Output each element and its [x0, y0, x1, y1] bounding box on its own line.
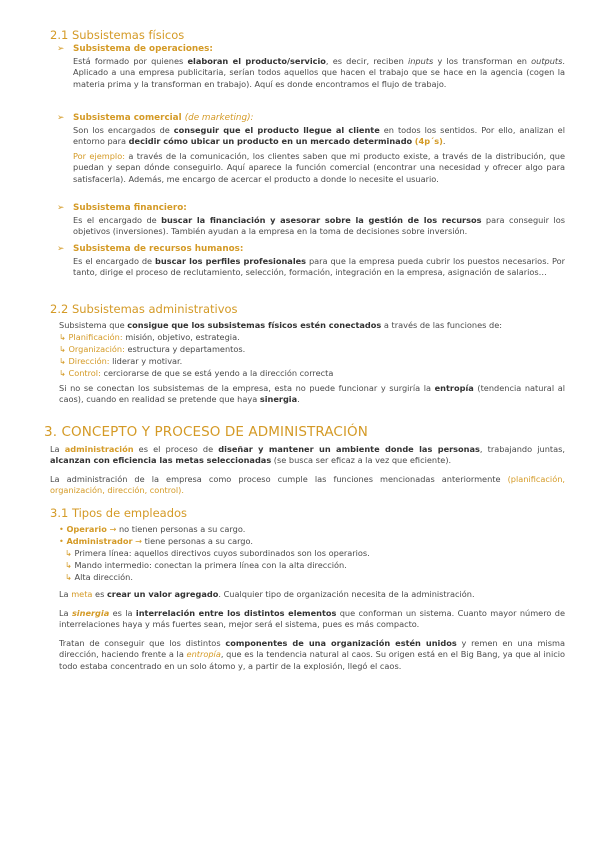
subsystem-label: Subsistema de operaciones:: [73, 44, 213, 54]
sub-arrow-icon: ↳: [59, 332, 66, 342]
subsystem-operaciones-heading: [57, 44, 213, 54]
subsystem-label: Subsistema financiero:: [73, 203, 187, 213]
section-2-2-closing: Si no se conectan los subsistemas de la empresa, esta no puede funcionar y surgiría la entropía (tendencia natural al caos), cuando en realidad se pretende que haya sinergia.: [59, 383, 566, 405]
subsystem-rrhh-heading: [57, 244, 243, 254]
subsystem-comercial-example: Por ejemplo: a través de la comunicación, los clientes saben que mi producto existe, a través de la distribución, que puedan y sepan dónde conseguirlo. Aquí aparece la función comercial (encontrar una necesidad y ofrecer algo para satisfacerla). Además, me encargo de acercar el producto a donde lo necesite el usuario.: [73, 151, 565, 184]
sub-arrow-icon: ↳: [65, 572, 72, 582]
level-primera-linea: ↳ Primera línea: aquellos directivos cuyos subordinados son los operarios.: [65, 548, 370, 558]
final-paragraph: Tratan de conseguir que los distintos componentes de una organización estén unidos y remen en una misma dirección, haciendo frente a la entropía, que es la tendencia natural al caos. Su origen está en el Big Bang, ya que al inicio todo estaba concentrado en un solo átomo y, a partir de la explosión, llegó el caos.: [59, 638, 565, 671]
section-2-2-heading: 2.2 Subsistemas administrativos: [50, 302, 238, 316]
sub-arrow-icon: ↳: [59, 344, 66, 354]
subsystem-financiero-text: Es el encargado de buscar la financiación y asesorar sobre la gestión de los recursos para conseguir los objetivos (inversiones). También ayudan a la empresa en la toma de decisiones sobre inversión.: [73, 215, 565, 237]
subsystem-operaciones-text: Está formado por quienes elaboran el producto/servicio, es decir, reciben inputs y los transforman en outputs. Aplicado a una empresa publicitaria, serían todos aquellos que hacen el trabajo que se hace en la agencia (cogen la materia prima y la transforman en trabajo). Aquí es donde encontramos el flujo de trabajo.: [73, 56, 566, 89]
sub-arrow-icon: ↳: [59, 368, 66, 378]
employee-operario: • Operario → no tienen personas a su cargo.: [59, 524, 246, 534]
sinergia-paragraph: La sinergia es la interrelación entre los distintos elementos que conforman un sistema. Cuanto mayor número de interrelaciones haya y más fuertes sean, mejor será el sistema, pues es más compacto.: [59, 608, 566, 630]
sub-arrow-icon: ↳: [65, 548, 72, 558]
level-mando-intermedio: ↳ Mando intermedio: conectan la primera línea con la alta dirección.: [65, 560, 347, 570]
section-3-heading: 3. CONCEPTO Y PROCESO DE ADMINISTRACIÓN: [44, 424, 368, 440]
function-direccion: ↳ Dirección: liderar y motivar.: [59, 356, 183, 366]
section-3-1-heading: 3.1 Tipos de empleados: [50, 506, 188, 520]
section-3-process: La administración de la empresa como proceso cumple las funciones mencionadas anteriormente (planificación, organización, dirección, control).: [50, 474, 565, 496]
subsystem-comercial-text: Son los encargados de conseguir que el producto llegue al cliente en todos los sentidos. Por ello, analizan el entorno para decidir cómo ubicar un producto en un mercado determinado (4p´s).: [73, 125, 565, 147]
subsystem-label: Subsistema de recursos humanos:: [73, 244, 244, 254]
sub-arrow-icon: ↳: [59, 356, 66, 366]
right-arrow-icon: →: [109, 524, 117, 534]
section-2-2-intro: Subsistema que consigue que los subsistemas físicos estén conectados a través de las funciones de:: [59, 320, 502, 330]
bullet-icon: •: [59, 536, 64, 546]
subsystem-rrhh-text: Es el encargado de buscar los perfiles profesionales para que la empresa pueda cubrir los puestos necesarios. Por tanto, dirige el proceso de reclutamiento, selección, formación, integración en la empresa, asignación de salarios…: [73, 256, 565, 278]
function-planificacion: ↳ Planificación: misión, objetivo, estrategia.: [59, 332, 240, 342]
subsystem-label: Subsistema comercial: [73, 113, 185, 123]
level-alta-direccion: ↳ Alta dirección.: [65, 572, 133, 582]
sub-arrow-icon: ↳: [65, 560, 72, 570]
arrow-bullet-icon: ➢: [57, 203, 65, 213]
subsystem-comercial-heading: [57, 113, 253, 123]
meta-paragraph: La meta es crear un valor agregado. Cualquier tipo de organización necesita de la administración.: [59, 589, 475, 599]
arrow-bullet-icon: ➢: [57, 244, 65, 254]
subsystem-financiero-heading: [57, 203, 187, 213]
subsystem-label-italic: (de marketing):: [184, 113, 254, 123]
function-organizacion: ↳ Organización: estructura y departamentos.: [59, 344, 246, 354]
employee-administrador: • Administrador → tiene personas a su cargo.: [59, 536, 253, 546]
arrow-bullet-icon: ➢: [57, 113, 65, 123]
right-arrow-icon: →: [135, 536, 142, 546]
arrow-bullet-icon: ➢: [57, 44, 65, 54]
function-control: ↳ Control: cerciorarse de que se está yendo a la dirección correcta: [59, 368, 334, 378]
section-2-1-heading: 2.1 Subsistemas físicos: [50, 28, 185, 42]
bullet-icon: •: [59, 524, 64, 534]
section-3-definition: La administración es el proceso de diseñar y mantener un ambiente donde las personas, trabajando juntas, alcanzan con eficiencia las metas seleccionadas (se busca ser eficaz a la vez que eficiente).: [50, 444, 566, 466]
